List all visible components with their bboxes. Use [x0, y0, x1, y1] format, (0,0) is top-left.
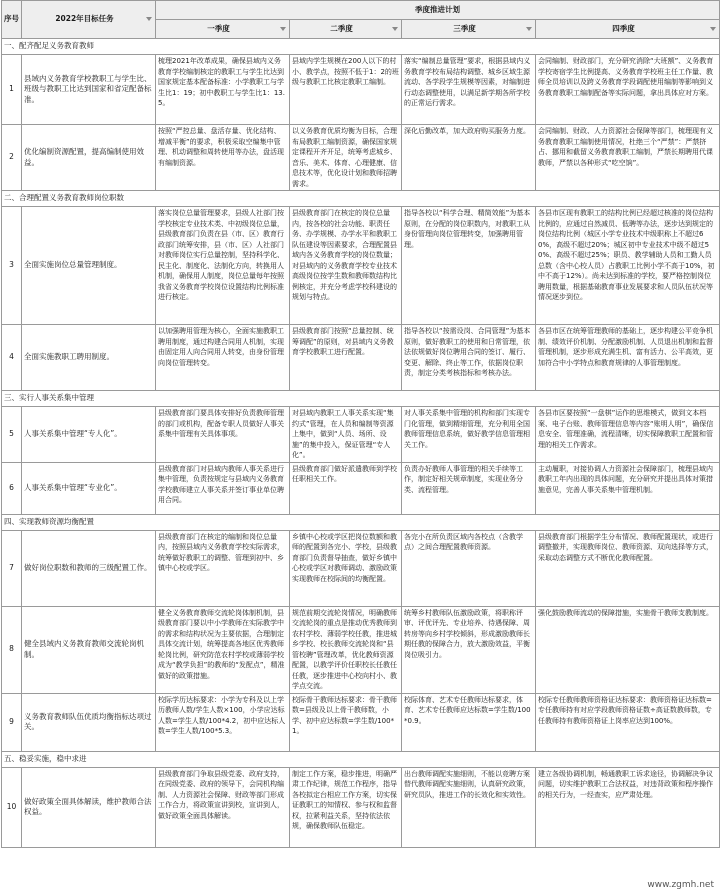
section-title: 二、合理配置义务教育教师岗位职数 — [2, 191, 720, 207]
row-q1: 以加强聘用管理为核心，全面实施教职工聘用制度，通过构建合同用人机制，实现由固定用人向合同用人转变，由身份管理向岗位管理转变。 — [156, 325, 290, 391]
row-q4: 会同编制、财政部门，充分研究消除“大班额”、义务教育学校寄宿学生比例提高、义务教育学校班主任工作量、教师全员培训以及跨义务教育学段调配使用编制等影响到义务教育教职工编制配备等实际问题，拿出具体应对方案。 — [536, 55, 720, 125]
row-q4: 县级教育部门根据学生分布情况、教师配置现状，或进行调整撤并，实现教师岗位、教师资源、双向选择等方式，采取动态调整方式不断优化教师配置。 — [536, 530, 720, 606]
row-task: 人事关系集中管理“专业化”。 — [22, 462, 156, 514]
header-row-1 — [2, 1, 720, 20]
section-title: 三、实行人事关系集中管理 — [2, 391, 720, 407]
header-q2: 二季度 — [290, 20, 402, 39]
filter-dropdown-icon[interactable] — [279, 26, 287, 32]
row-q3: 出台教师调配实施细则，不能以竞聘方案替代教师调配实施细则，认真研究政策，研究员队，推进工作的长效化和实效性。 — [402, 767, 536, 847]
row-q2: 制定工作方案，稳步推进，明确严肃工作纪律，规范工作程序，指导各校拟定台相应工作方案，切实保证教职工的知情权、参与权和监督权，拉紧利益关系，坚持依法依规，确保教师队伍稳定。 — [290, 767, 402, 847]
section-title: 一、配齐配足义务教育教师 — [2, 39, 720, 55]
row-task: 县域内义务教育学校教职工与学生比、班级与教职工比达到国家和省定配备标准。 — [22, 55, 156, 125]
row-task: 做好政策全面具体解读，维护教师合法权益。 — [22, 767, 156, 847]
section-row — [2, 751, 720, 767]
section-row — [2, 191, 720, 207]
section-row — [2, 391, 720, 407]
row-no: 7 — [2, 530, 22, 606]
table-row — [2, 55, 720, 125]
row-q3: 落实“编制总量管理”要求，根据县域内义务教育学校布局结构调整、城乡区域生源流动、各学段学生规模等因素，对编制进行动态调整使用，以满足新学期各所学校的正常运行需求。 — [402, 55, 536, 125]
row-task: 做好岗位职数和教师的三级配置工作。 — [22, 530, 156, 606]
filter-dropdown-icon[interactable] — [145, 16, 153, 22]
row-no: 5 — [2, 407, 22, 463]
row-q2: 以义务教育优质均衡为目标，合理布局教职工编制资源，确保国家规定课程开齐开足，统筹考虑城乡、音乐、美术、体育、心理健康、信息技术等，优化设计划和教师招聘需求。 — [290, 125, 402, 191]
filter-dropdown-icon[interactable] — [525, 26, 533, 32]
row-task: 全面实施岗位总量管理制度。 — [22, 207, 156, 325]
row-q2: 规范前期交流轮岗情况，明确教师交流轮岗的重点是推动优秀教师到农村学校、薄弱学校任教，推进城乡学校、校长教师交流轮岗和“县管校聘”管理改革，优化教师资源配置，以教学评价任职校长任教任任教，逐步推进中心校向村小、教学点交流。 — [290, 606, 402, 693]
row-q1: 县级教育部门对县域内教师人事关系进行集中管理，负责按规定与县域内义务教育学校教师建立人事关系并签订事业单位聘用合同。 — [156, 462, 290, 514]
row-q1: 县级教育部门在核定的编制和岗位总量内，按照县域内义务教育学校实际需求，统筹做好教职工的调整、管理到初中、乡镇中心校或学区。 — [156, 530, 290, 606]
table-row — [2, 207, 720, 325]
row-q2: 县级教育部门在核定的岗位总量内，按各校的社会功能、职责任务、办学规模、办学水平和教职工队伍建设等因素要求，合理配置县域内各义务教育学校的岗位数量；对县域内的义务教育学校专业技术高级岗位按学生数和教师数结构比例核定，并充分考虑学校科建设的规划与特点。 — [290, 207, 402, 325]
row-q3: 指导各校以“按需设岗、合同管理”为基本原则，做好教职工的使用和日常管理，依法依规做好岗位聘用合同的签订、履行、变更、解除、终止等工作，依据岗位职责，制定分类考核指标和考核办法。 — [402, 325, 536, 391]
row-q1: 健全义务教育教师交流轮岗体制机制，县级教育部门要以中小学教师在实际教学中的需求和结构状况为主要依据，合理制定具体交流计划，统筹提高各地区优秀教师轮岗比例，研究防范农村学校或薄弱学校成为“教学负担”的教师的“发配点”，精准做好的政策措施。 — [156, 606, 290, 693]
row-no: 9 — [2, 693, 22, 751]
row-task: 人事关系集中管理“专人化”。 — [22, 407, 156, 463]
row-task: 全面实施教职工聘用制度。 — [22, 325, 156, 391]
row-q3: 深化后勤改革，加大政府购买服务力度。 — [402, 125, 536, 191]
table-row — [2, 693, 720, 751]
header-no: 序号 — [2, 1, 22, 39]
row-q3: 校际体育、艺术专任教师达标要求，体育、艺术专任教师应达标数=学生数/100*0.9。 — [402, 693, 536, 751]
table-row — [2, 325, 720, 391]
row-q1: 落实岗位总量管理要求，县级人社部门按学校核定专业技术类、中初级岗位总量，县级教育部门负责在县（市、区）教育行政部门统筹安排，县（市、区）人社部门对教师岗位实行总量控制，坚持科学化、民主化、制度化、法制化方向，转换用人机制，确保用人制度，岗位总量每年按照我省义务教育学校岗位设置结构比例标准进行核定。 — [156, 207, 290, 325]
row-no: 6 — [2, 462, 22, 514]
row-q2: 县级教育部门按照“总量控制、统筹调配”的原则，对县域内义务教育学校教职工进行配置。 — [290, 325, 402, 391]
section-row — [2, 514, 720, 530]
row-q3: 对人事关系集中管理的机构和部门实现专门化管理，做到精细管理，充分利用全国教师管理信息系统，做好教学信息管理相关工作。 — [402, 407, 536, 463]
row-q1: 县级教育部门争取县级党委、政府支持，在同级党委、政府的领导下，会同机构编制、人力资源社会保障、财政等部门形成工作合力，将政策宣讲到校，宣讲到人，做好政策全面具体解读。 — [156, 767, 290, 847]
table-row — [2, 407, 720, 463]
row-q4: 各县市区要按照“一盘棋”运作的思维模式，做到文本档案、电子台账、教师管理信息等内容“账明人明”，确保信息安全、管理准确，流程清晰，切实保障教职工配置和管理的相关工作需求。 — [536, 407, 720, 463]
header-q4: 四季度 — [536, 20, 720, 39]
plan-table — [1, 0, 720, 848]
row-q3: 统筹乡村教师队伍激励政策，将职称评审、评优评先、专业培养、待遇保障、周转房等向乡村学校倾斜，形成激励教师长期任教的保障合力，放大激励效益，平衡岗位吸引力。 — [402, 606, 536, 693]
header-q3: 三季度 — [402, 20, 536, 39]
row-q2: 县级教育部门做好派遣教师到学校任职相关工作。 — [290, 462, 402, 514]
row-q1: 县级教育部门要具体安排好负责教师管理的部门或机构，配备专职人员做好人事关系集中管理有关具体事项。 — [156, 407, 290, 463]
row-q1: 梳理2021年改革成果，确保县域内义务教育学校编制核定的教职工与学生比达到国家规定基本配备标准：小学教职工与学生比1：19；初中教职工与学生比1：13.5。 — [156, 55, 290, 125]
table-row — [2, 606, 720, 693]
watermark: www.zgmh.net — [647, 880, 714, 890]
row-q1: 按照“严控总量、盘活存量、优化结构、增减平衡”的要求，积极采取空编集中管理、机动调整和周转使用等办法，盘活现有编制资源。 — [156, 125, 290, 191]
row-q2: 乡镇中心校或学区把岗位数额和教师的配置到各完小、学校，县级教育部门负责督导抽查，做好乡镇中心校或学区对教师调动、激励政策实现教师在校际间的均衡配置。 — [290, 530, 402, 606]
row-no: 1 — [2, 55, 22, 125]
row-task: 健全县域内义务教育教师交流轮岗机制。 — [22, 606, 156, 693]
row-no: 2 — [2, 125, 22, 191]
row-task: 义务教育教师队伍优质均衡指标达项过关。 — [22, 693, 156, 751]
row-q4: 强化鼓励教师流动的保障措施，实施骨干教师支教制度。 — [536, 606, 720, 693]
row-q2: 校际骨干教师达标要求：骨干教师数=县级及以上骨干教师数，小学、初中应达标数=学生数/100*1。 — [290, 693, 402, 751]
section-title: 五、稳妥实施，稳中求进 — [2, 751, 720, 767]
filter-dropdown-icon[interactable] — [709, 26, 717, 32]
section-title: 四、实现教师资源均衡配置 — [2, 514, 720, 530]
row-q4: 会同编制、财政、人力资源社会保障等部门，梳理现有义务教育教职工编制使用情况，杜绝三个“严禁”：严禁挤占、挪用和截留义务教育教职工编制，严禁长期聘用代课教师，严禁以各种形式“吃空饷”。 — [536, 125, 720, 191]
filter-dropdown-icon[interactable] — [391, 26, 399, 32]
header-task: 2022年目标任务 — [22, 1, 156, 39]
header-q1: 一季度 — [156, 20, 290, 39]
row-q4: 校际专任教师教师资格证达标要求：教师资格证达标数=专任教师持有对应学段教师资格证数÷高证数教师数，专任教师持有教师资格证上岗率应达到100%。 — [536, 693, 720, 751]
row-no: 10 — [2, 767, 22, 847]
row-task: 优化编制资源配置，提高编制使用效益。 — [22, 125, 156, 191]
row-q2: 县域内学生规模在200人以下的村小、教学点，按照不低于1：2的班级与教职工比核定教职工编制。 — [290, 55, 402, 125]
table-row — [2, 462, 720, 514]
section-row — [2, 39, 720, 55]
row-q4: 主动履职，对接协调人力资源社会保障部门，梳理县域内教职工年内出现的具体问题，充分研究并提出具体对策措施意见，完善人事关系集中管理机制。 — [536, 462, 720, 514]
row-no: 4 — [2, 325, 22, 391]
row-q2: 对县域内教职工人事关系实现“集约式”管理，在人员和编制等资源上集中，做到“人员、场所、设施”的集中投入，保证管理“专人化”。 — [290, 407, 402, 463]
row-q4: 各县市区现有教职工的结构比例已经超过核准的岗位结构比例的，应通过自然减员、低聘等办法，逐步达到规定的岗位结构比例（城区小学专业技术中级职称上不超过60%，高级不超过20%；城区初中专业技术中级不超过50%、高级不超过25%；职员、教学辅助人员和工勤人员总数（含中心校人员）占教职工比例小学不高于10%，初中不高于12%）。尚未达到标准的学校，要严格控制岗位聘用数量，根据基础教育事业发展要求和人员队伍状况等情况逐步到位。 — [536, 207, 720, 325]
row-no: 3 — [2, 207, 22, 325]
table-row — [2, 767, 720, 847]
row-q1: 校际学历达标要求：小学为专科及以上学历教师人数/学生人数×100，小学应达标人数=学生人数/100*4.2，初中应达标人数=学生人数/100*5.3。 — [156, 693, 290, 751]
row-q4: 各县市区在统筹管理教师的基础上，逐步构建公平竞争机制、绩效评价机制、分配激励机制、人员退出机制和监督管理机制，逐步形成充满生机、富有活力、公平高效，更加符合中小学特点和教育规律的人事管理制度。 — [536, 325, 720, 391]
table-row — [2, 125, 720, 191]
row-q3: 指导各校以“科学合理、精简效能”为基本原则，在分配的岗位职数内，对教职工从身份管理向岗位管理转变，加强聘用管理。 — [402, 207, 536, 325]
row-q3: 负责办好教师人事管理的相关手续等工作，制定好相关规章制度，实现业务分类、流程管理。 — [402, 462, 536, 514]
header-plan: 季度推进计划 — [156, 1, 720, 20]
row-no: 8 — [2, 606, 22, 693]
table-row — [2, 530, 720, 606]
row-q4: 建立各级协调机制，畅通教职工诉求途径，协调解决争议问题，切实维护教职工合法权益，对违背政策和程序操作的相关行为，一经查实，应严肃处理。 — [536, 767, 720, 847]
row-q3: 各完小在所负责区域内各校点（含教学点）之间合理配置教师资源。 — [402, 530, 536, 606]
